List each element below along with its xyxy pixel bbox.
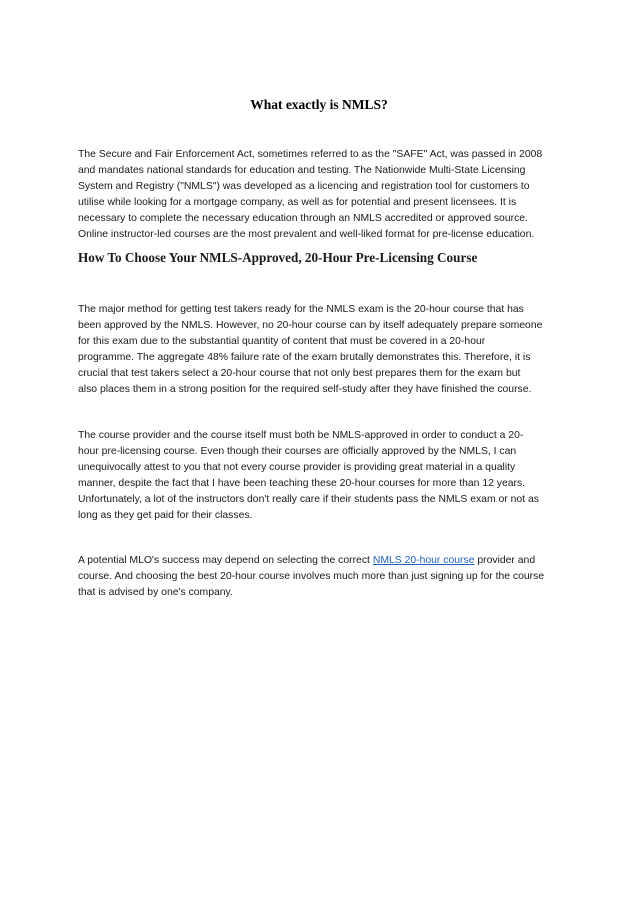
- paragraph-exam-preparation: The major method for getting test takers ready for the NMLS exam is the 20-hour course that has been approved by the NMLS. However, no 20-hour course can by itself adequately prepare someone for this exam due to the substantial quantity of content that must be covered in a 20-hour programme. The aggregate 48% failure rate of the exam brutally demonstrates this. Therefore, it is crucial that test takers select a 20-hour course that not only best prepares them for the exam but also places them in a strong position for the required self-study after they have finished the course.: [78, 304, 543, 395]
- section-heading: How To Choose Your NMLS-Approved, 20-Hour Pre-Licensing Course: [78, 250, 478, 265]
- paragraph-text-before-link: A potential MLO's success may depend on selecting the correct: [78, 555, 373, 566]
- paragraph-intro: The Secure and Fair Enforcement Act, sometimes referred to as the "SAFE" Act, was passed in 2008 and mandates national standards for education and testing. The Nationwide Multi-State Licensing System and Registry ("NMLS") was developed as a licencing and registration tool for customers to utilise while looking for a mortgage company, as well as for potential and present licensees. It is necessary to complete the necessary education through an NMLS accredited or approved source. Online instructor-led courses are the most prevalent and well-liked format for pre-license education.: [78, 149, 543, 240]
- nmls-course-link[interactable]: NMLS 20-hour course: [372, 555, 475, 566]
- paragraph-text-after-link: provider and course. And choosing the best 20-hour course involves much more than just signing up for the course that is advised by one's company.: [78, 555, 545, 598]
- paragraph-mlo-success: [78, 553, 564, 601]
- page-title: What exactly is NMLS?: [250, 97, 388, 112]
- paragraph-course-provider: The course provider and the course itself must both be NMLS-approved in order to conduct a 20- hour pre-licensing course. Even though their courses are officially approved by the NMLS, I can unequivocally attest to you that not every course provider is providing great material in a quality manner, despite the fact that I have been teaching these 20-hour courses for more than 12 years. Unfortunately, a lot of the instructors don't really care if their students pass the NMLS exam or not as long as they get paid for their classes.: [78, 430, 539, 521]
